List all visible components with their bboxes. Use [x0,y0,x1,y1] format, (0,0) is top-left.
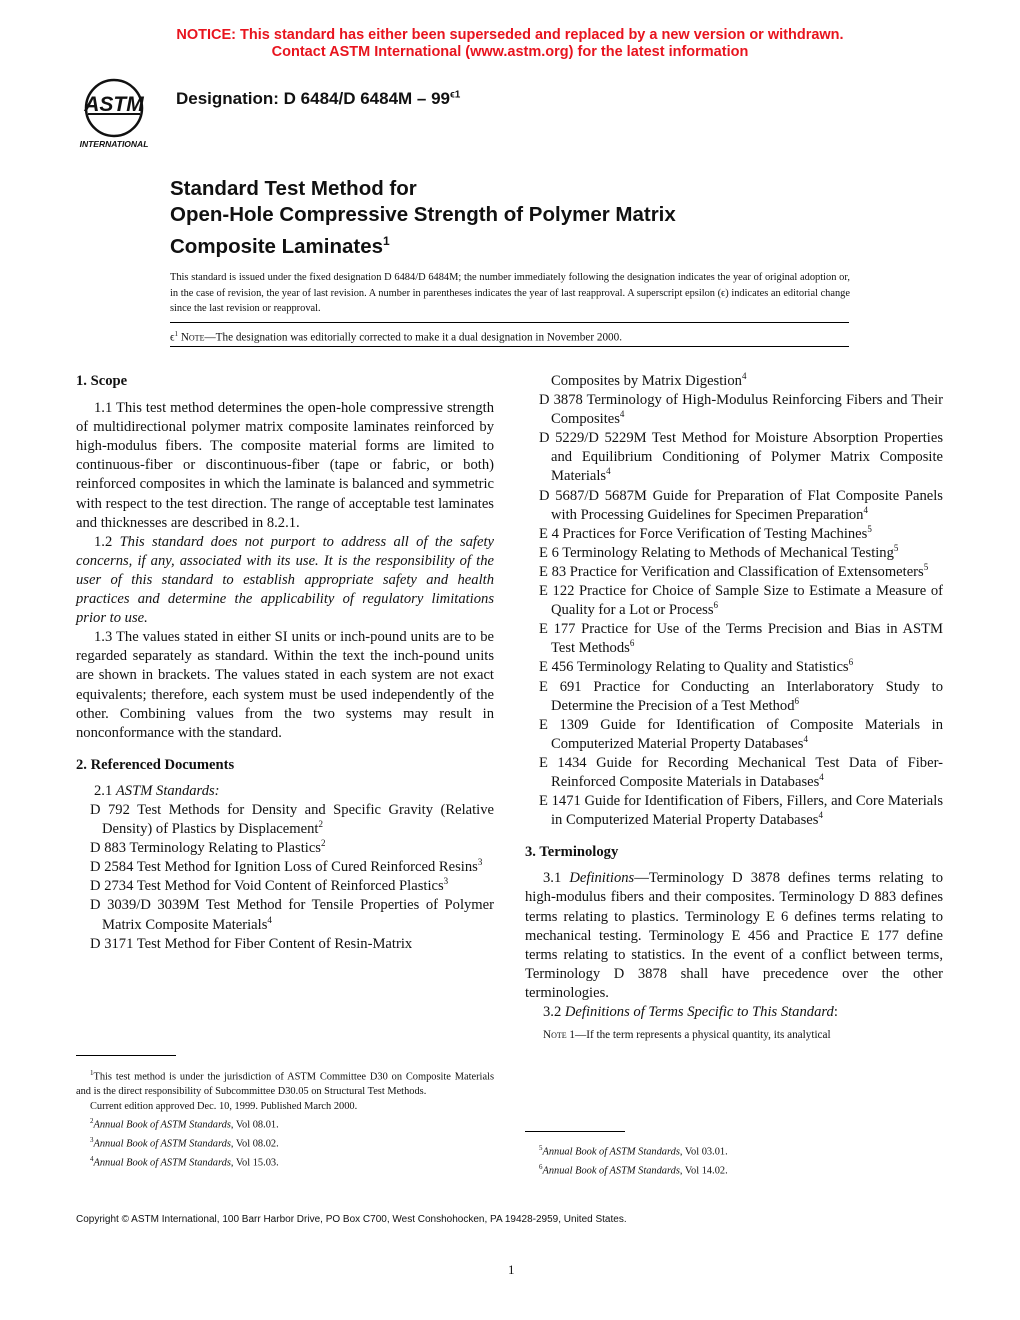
paragraph-3-1 [525,869,943,1003]
footnote-tail: , Vol 14.02. [679,1165,728,1177]
paragraph-2-1-number: 2.1 [94,782,116,799]
reference-item [539,792,943,830]
paragraph-3-1-number: 3.1 [543,870,570,887]
reference-item [90,877,494,896]
reference-sup: 3 [477,857,483,868]
reference-text: D 2734 Test Method for Void Content of Reinforced Plastics [90,878,444,895]
issuance-statement: This standard is issued under the fixed designation D 6484/D 6484M; the number immediately following the designation indicates the year of original adoption or, in the case of revision, the year of last revision. A number in parentheses indicates the year of last reapproval. A superscript epsilon (ϵ) indicates an editorial change since the last revision or reapproval. [170,272,850,314]
footnote-text: Annual Book of ASTM Standards [93,1157,231,1169]
astm-logo-subtext: INTERNATIONAL [79,139,149,149]
reference-item [539,716,943,754]
paragraph-3-2 [525,1003,943,1022]
note-1-text: —If the term represents a physical quantity, its analytical [575,1029,831,1042]
reference-text: E 177 Practice for Use of the Terms Precision and Bias in ASTM Test Methods [539,621,943,657]
editorial-note [170,330,622,344]
notice-line-2: Contact ASTM International (www.astm.org) for the latest information [271,44,749,60]
reference-sup: 4 [619,409,625,420]
reference-item [539,658,943,677]
reference-text: E 1309 Guide for Identification of Composite Materials in Computerized Material Property Databases [539,716,943,752]
reference-text: D 3171 Test Method for Fiber Content of Resin-Matrix [90,935,413,952]
reference-sup: 2 [318,819,323,830]
footnote-divider-left [76,1055,176,1056]
reference-item [90,858,494,877]
footnote-mark: 1 [90,1069,94,1077]
divider-top [170,322,849,323]
section-3-heading: 3. Terminology [525,844,619,861]
footnote [76,1066,494,1100]
right-column [525,372,943,1043]
reference-text: D 3039/D 3039M Test Method for Tensile Properties of Polymer Matrix Composite Materials [90,897,494,933]
reference-sup: 4 [606,466,611,477]
note-1-label: Note 1 [543,1029,576,1042]
epsilon-sup: 1 [174,330,179,338]
footnote-mark: 5 [539,1144,543,1152]
footnote [76,1152,494,1171]
title-line-1: Standard Test Method for [170,177,417,200]
reference-item [90,839,494,858]
footnotes-right [525,1141,943,1179]
paragraph-2-1-text: ASTM Standards: [115,782,220,799]
footnote-mark: 2 [90,1117,94,1126]
footnote-mark: 4 [90,1155,94,1164]
reference-item [539,678,943,716]
reference-item [539,563,943,582]
footnote-text: Annual Book of ASTM Standards [542,1146,680,1158]
reference-continuation [539,372,943,391]
paragraph-1-2 [76,533,494,628]
reference-text: D 792 Test Methods for Density and Specific Gravity (Relative Density) of Plastics by Displacement [90,801,494,838]
reference-sup: 4 [741,371,747,382]
paragraph-2-1 [76,782,494,801]
reference-text: E 456 Terminology Relating to Quality and Statistics [539,659,849,676]
reference-item [539,429,943,486]
section-1-heading: 1. Scope [76,373,128,389]
reference-sup: 5 [893,542,899,553]
footnote-mark: 3 [90,1136,94,1145]
reference-text: D 5687/D 5687M Guide for Preparation of Flat Composite Panels with Processing Guidelines for Specimen Preparation [539,487,943,523]
footnote-divider-right [525,1131,625,1132]
reference-text: E 83 Practice for Verification and Classification of Extensometers [539,563,924,580]
reference-item [90,896,494,934]
reference-item [539,620,943,658]
reference-item [539,391,943,429]
reference-sup: 4 [863,504,868,515]
reference-sup: 2 [320,838,326,849]
reference-sup: 4 [803,733,808,744]
withdrawal-notice [0,27,1020,61]
footnotes-left [76,1066,494,1171]
reference-text: D 2584 Test Method for Ignition Loss of Cured Reinforced Resins [90,859,478,876]
reference-sup: 4 [819,772,824,783]
epsilon-mark: ϵ [170,331,175,344]
footnote-tail: , Vol 15.03. [230,1157,279,1169]
paragraph-3-2-colon: : [833,1004,838,1020]
reference-item [90,935,494,954]
reference-sup: 4 [818,810,823,821]
paragraph-1-3: 1.3 The values stated in either SI units or inch-pound units are to be regarded separately as standard. Within the text the inch-pound units are shown in brackets. The values stated in each system are not exact equivalents; therefore, each system must be used independently of the other. Combining values from the two systems may result in nonconformance with the standard. [76,629,494,741]
paragraph-1-1: 1.1 This test method determines the open-hole compressive strength of multidirectional polymer matrix composite laminates reinforced by high-modulus fibers. The composite material forms are limited to continuous-fiber or discontinuous-fiber (tape or fabric, or both) reinforced composites in which the laminate is balanced and symmetric with respect to the test direction. The range of acceptable test laminates and thicknesses are described in 8.2.1. [76,400,494,531]
section-2-heading: 2. Referenced Documents [76,756,235,773]
title-footnote-mark: 1 [383,234,390,248]
designation-epsilon: ϵ1 [450,89,461,101]
designation-text: Designation: D 6484/D 6484M – 99 [176,89,451,108]
reference-item [539,525,943,544]
footnote [76,1114,494,1133]
reference-text: E 1434 Guide for Recording Mechanical Test Data of Fiber-Reinforced Composite Materials in Databases [539,754,943,790]
notice-line-1: NOTICE: This standard has either been superseded and replaced by a new version or withdrawn. [176,27,844,43]
reference-text: E 122 Practice for Choice of Sample Size to Estimate a Measure of Quality for a Lot or Process [539,583,943,619]
left-column [76,372,494,954]
astm-logo [66,74,162,150]
reference-sup: 5 [867,523,872,534]
reference-item [539,582,943,620]
astm-logo-text: ASTM [84,93,144,116]
reference-text: E 4 Practices for Force Verification of Testing Machines [539,525,868,542]
page-number: 1 [508,1262,515,1277]
reference-text: E 1471 Guide for Identification of Fibers, Fillers, and Core Materials in Computerized Material Property Databases [539,793,943,829]
designation [176,89,460,109]
reference-sup: 3 [443,876,449,887]
title-line-2: Open-Hole Compressive Strength of Polymer Matrix [170,203,676,226]
reference-item [90,801,494,839]
note-label: Note [180,331,205,344]
editorial-note-text: —The designation was editorially corrected to make it a dual designation in November 2000. [204,331,623,344]
paragraph-3-2-number: 3.2 [543,1004,565,1020]
title-line-3: Composite Laminates [170,234,384,258]
footnote-text: This test method is under the jurisdiction of ASTM Committee D30 on Composite Materials and is the direct responsibility of Subcommittee D30.05 on Structural Test Methods. [76,1071,494,1098]
footnote-tail: , Vol 08.01. [230,1119,279,1131]
reference-sup: 6 [629,638,635,649]
reference-text: E 691 Practice for Conducting an Interlaboratory Study to Determine the Precision of a Test Method [539,678,943,714]
paragraph-1-2-text: This standard does not purport to address all of the safety concerns, if any, associated with its use. It is the responsibility of the user of this standard to establish appropriate safety and health practices and determine the applicability of regulatory limitations prior to use. [76,533,494,627]
footnote-text: Annual Book of ASTM Standards [542,1165,680,1177]
reference-text: D 883 Terminology Relating to Plastics [90,840,321,857]
copyright-line: Copyright © ASTM International, 100 Barr Harbor Drive, PO Box C700, West Conshohocken, PA 19428-2959, United States. [76,1214,627,1225]
reference-sup: 5 [923,562,929,573]
reference-item [539,754,943,792]
note-1 [525,1028,943,1043]
divider-bottom [170,346,849,347]
footnote-text: Current edition approved Dec. 10, 1999. Published March 2000. [90,1100,358,1112]
reference-text: E 6 Terminology Relating to Methods of Mechanical Testing [539,544,894,561]
footnote [76,1100,494,1115]
reference-sup: 4 [267,914,272,925]
footnote [76,1133,494,1152]
document-title [170,176,676,260]
reference-text: D 3878 Terminology of High-Modulus Reinforcing Fibers and Their Composites [539,392,943,428]
reference-sup: 6 [794,695,799,706]
footnote [525,1141,943,1160]
paragraph-1-2-number: 1.2 [94,533,120,550]
reference-text: D 5229/D 5229M Test Method for Moisture Absorption Properties and Equilibrium Conditioning of Polymer Matrix Composite Materials [539,430,943,485]
footnote [525,1160,943,1179]
reference-sup: 6 [848,657,854,668]
footnote-tail: , Vol 03.01. [679,1146,728,1158]
footnote-text: Annual Book of ASTM Standards [93,1119,231,1131]
footnote-mark: 6 [539,1163,543,1172]
paragraph-3-1-term: Definitions [569,870,635,887]
paragraph-3-1-text: —Terminology D 3878 defines terms relating to high-modulus fibers and their composites. Terminology D 883 defines terms relating to plastics. Terminology E 6 defines terms relating to mechanical testing. Terminology E 456 and Practice E 177 define terms relating to statistics. In the event of a conflict between terms, Terminology D 3878 shall have precedence over the other terminologies. [525,870,943,1001]
reference-text: Composites by Matrix Digestion [551,373,742,389]
footnote-tail: , Vol 08.02. [230,1138,279,1150]
reference-sup: 6 [713,600,719,611]
paragraph-3-2-text: Definitions of Terms Specific to This Standard [564,1004,834,1020]
reference-item [539,487,943,525]
reference-item [539,544,943,563]
footnote-text: Annual Book of ASTM Standards [93,1138,231,1150]
